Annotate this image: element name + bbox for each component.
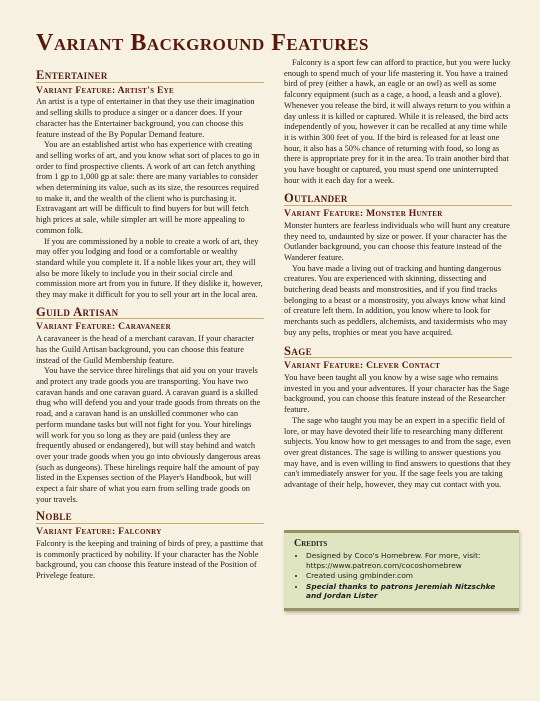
paragraph: Falconry is the keeping and training of birds of prey, a pasttime that is commonly practiced by nobility. If your character has the Noble background, you can choose this feature instead of the Position of Privelege feature. <box>36 538 264 580</box>
credits-box <box>284 530 519 611</box>
subheading-clever-contact: Variant Feature: Clever Contact <box>284 360 441 372</box>
paragraph: The sage who taught you may be an expert in a specific field of lore, or may have devoted their life to researching many different subjects. You know how to get messages to and from the sage, even over great distances. The sage is willing to answer questions you may have, and is even willing to find answers to questions that they can't immediately answer for you. If the sage feels you are taking advantage of their help, however, they may cut contact with you. <box>284 415 511 490</box>
paragraph: You are an established artist who has experience with creating and selling works of art, and you know what sort of places to go in order to find prospective clients. A work of art can fetch anything from 1 gp to 1,000 gp at sale: there are many variables to consider when determining its value, such as its size, the resources required to make it, and the wealth of the client who is purchasing it. Extravagant art will be difficult to find buyers for but will fetch high prices at sale, while simpler art will be more appealing to common folk. <box>36 140 260 235</box>
left-column <box>36 66 264 582</box>
subheading-monster-hunter: Variant Feature: Monster Hunter <box>284 208 443 220</box>
subheading-caravaneer: Variant Feature: Caravaneer <box>36 321 171 333</box>
paragraph: Monster hunters are fearless individuals who will hunt any creature they need to, undaunted by size or power. If your character has the Outlander background, you can choose this feature instead of the Wanderer feature. <box>284 220 510 262</box>
credits-heading: Credits <box>294 538 328 549</box>
credits-list <box>294 551 509 600</box>
section-heading-outlander: Outlander <box>284 193 512 206</box>
right-column <box>284 58 512 491</box>
section-heading-noble: Noble <box>36 511 264 524</box>
paragraph: A caravaneer is the head of a merchant caravan. If your character has the Guild Artisan background, you can choose this feature instead of the Guild Membership feature. <box>36 334 255 365</box>
section-heading-entertainer: Entertainer <box>36 70 264 83</box>
section-heading-guild-artisan: Guild Artisan <box>36 307 264 320</box>
section-heading-sage: Sage <box>284 346 512 359</box>
list-item: • Designed by Coco's Homebrew. For more, visit: https://www.patreon.com/cocoshomebrew <box>306 551 509 570</box>
page-title: Variant Background Features <box>36 30 369 56</box>
paragraph: You have the service three hirelings that aid you on your travels and protect any trade goods you are transporting. You have two caravan hands and one caravan guard. A caravan guard is a skilled thug who will defend you and your trade goods from threats on the road, and a caravan hand is an unskilled commoner who can perform mundane tasks but will not fight for you. Your hirelings will work for you so long as they are paid (unless they are frequently abused or endangered), but will stay behind and watch over your trade goods when you go into obviously dangerous areas (such as dungeons). These hirelings require half the amount of pay listed in the Expenses section of the Player's Handbook, but will expect a fair share of what you earn from selling trade goods on your travels. <box>36 366 261 504</box>
list-item: • Special thanks to patrons Jeremiah Nitzschke and Jordan Lister <box>306 582 509 601</box>
paragraph: You have been taught all you know by a wise sage who remains invested in you and your adventures. If your character has the Sage background, you can choose this feature instead of the Researcher feature. <box>284 372 510 415</box>
paragraph: If you are commissioned by a noble to create a work of art, they may offer you lodging and food or a comfortable or wealthy standard while you complete it. If a noble likes your art, they will also be more likely to include you in their social circle and commission more art from you in future. If they dislike it, however, they may make it difficult for you to sell your art in the local area. <box>36 236 263 300</box>
paragraph: You have made a living out of tracking and hunting dangerous creatures. You are experienced with skinning, dissecting and butchering dead beasts and monstrosities, and if you find tracks belonging to a beast or a monstrosity, you always know what kind of creature left them. In addition, you know where to look for merchants such as peddlers, alchemists, and taxidermists who may buy any pelts, trophies or meat you have acquired. <box>284 263 508 337</box>
list-item: • Created using gmbinder.com <box>306 571 509 580</box>
subheading-falconry: Variant Feature: Falconry <box>36 526 162 538</box>
subheading-artists-eye: Variant Feature: Artist's Eye <box>36 84 174 96</box>
paragraph: Falconry is a sport few can afford to practice, but you were lucky enough to spend much of your life mastering it. You have a trained bird of prey (either a hawk, an eagle or an owl) as well as some falconry equipment (such as a cage, a hood, a leash and a glove). Whenever you release the bird, it will always return to you within a day unless it is killed or captured. While it is released, the bird acts independently of you, however it can be recalled at any time while it is within 300 feet of you. If the bird is released for at least one hour, it also has a 50% chance of returning with food, so long as there is appropriate prey for it in the area. To train another bird that you have bought or captured, you must spend one uninterrupted hour with it each day for a week. <box>284 58 511 185</box>
paragraph: An artist is a type of entertainer in that they use their imagination and selling skills to produce a singer or a dancer does. If your character has the Entertainer background, you can choose this feature instead of the By Popular Demand feature. <box>36 97 255 139</box>
